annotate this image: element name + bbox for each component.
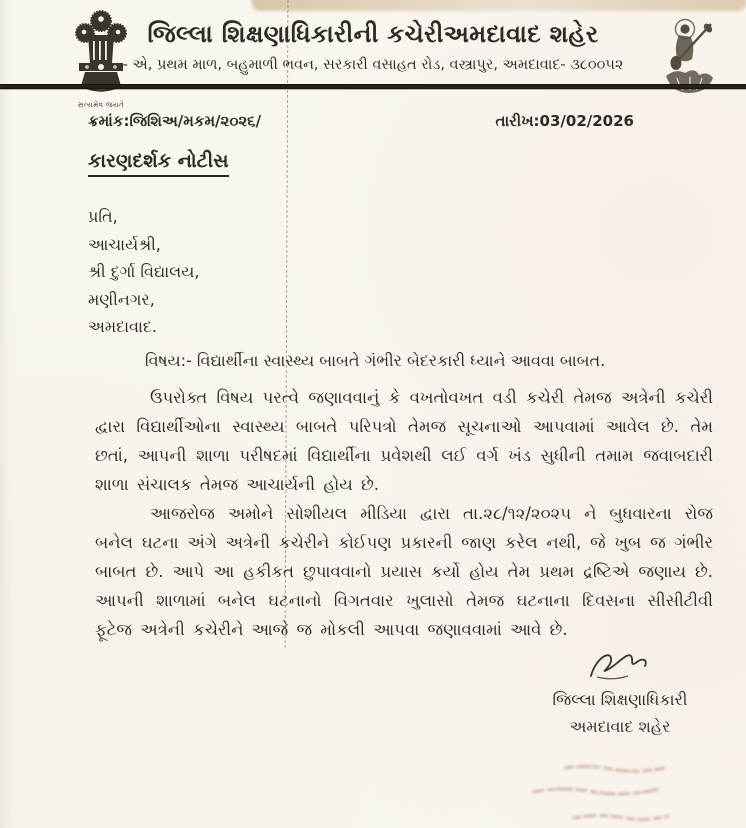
bleed-through-artifact <box>504 758 720 828</box>
recipient-line: પ્રતિ, <box>88 207 118 226</box>
signatory-designation: જિલ્લા શિક્ષણાધિકારી <box>552 690 688 709</box>
recipient-line: આચાર્યશ્રી, <box>88 234 161 254</box>
subject-line: વિષય:- વિદ્યાર્થીના સ્વાસ્થ્ય બાબતે ગંભીર બેદરકારી ધ્યાને આવવા બાબત. <box>145 351 606 370</box>
office-title: જિલ્લા શિક્ષણાધિકારીની કચેરીઅમદાવાદ શહેર <box>147 20 599 48</box>
letter-date: તારીખ:03/02/2026 <box>495 112 634 130</box>
recipient-line: અમદાવાદ. <box>88 317 157 336</box>
recipient-line: શ્રી દુર્ગા વિદ્યાલય, <box>88 262 200 281</box>
header-divider <box>0 84 746 89</box>
recipient-block <box>88 203 199 341</box>
reference-number: ક્રમાંક:જિશિઅ/મકમ/૨૦૨૬/ <box>88 112 262 130</box>
signature-scribble <box>587 646 653 684</box>
saraswati-icon <box>660 12 720 108</box>
scan-smudge-artifact <box>252 0 746 11</box>
notice-heading: કારણદર્શક નોટીસ <box>88 150 229 177</box>
body-paragraph: ઉપરોક્ત વિષય પરત્વે જણાવવાનું કે વખતોવખત વડી કચેરી તેમજ અત્રેની કચેરી દ્વારા વિદ્યાર્થીઓના સ્વાસ્થ્ય બાબતે પરિપત્રો તેમજ સૂચનાઓ આપવામાં આવેલ છે. તેમ છતાં, આપની શાળા પરીષદમાં વિદ્યાર્થીના પ્રવેશથી લઈ વર્ગ ખંડ સુધીની તમામ જવાબદારી શાળા સંચાલક તેમજ આચાર્યની હોય છે. <box>95 388 713 494</box>
recipient-line: મણીનગર, <box>88 289 155 309</box>
saraswati-graphic <box>660 12 720 104</box>
body-paragraph: આજરોજ અમોને સોશીયલ મીડિયા દ્વારા તા.૨૮/૧૨/૨૦૨૫ ને બુધવારના રોજ બનેલ ઘટના અંગે અત્રેની કચેરીને કોઈપણ પ્રકારની જાણ કરેલ નથી, જે ખુબ જ ગંભીર બાબત છે. આપે આ હકીકત છુપાવવાનો પ્રયાસ કર્યો હોય તેમ પ્રથમ દ્રષ્ટિએ જણાય છે. આપની શાળામાં બનેલ ઘટનાનો વિગતવાર ખુલાસો તેમજ ઘટનાના દિવસના સીસીટીવી ફૂટેજ અત્રેની કચેરીને આજે જ મોકલી આપવા જણાવવામાં આવે છે. <box>95 504 713 639</box>
reference-row <box>88 112 634 130</box>
emblem-motto: સત્યમેવ જયતે <box>77 101 125 109</box>
letter-body <box>95 383 713 644</box>
office-address: - એ, પ્રથમ માળ, બહુમાળી ભવન, સરકારી વસાહત રોડ, વસ્ત્રાપુર, અમદાવાદ- ૩૮૦૦૫૨ <box>122 57 624 73</box>
letterhead <box>118 20 628 73</box>
signatory-place: અમદાવાદ શહેર <box>569 717 671 736</box>
signature-block <box>516 646 724 740</box>
